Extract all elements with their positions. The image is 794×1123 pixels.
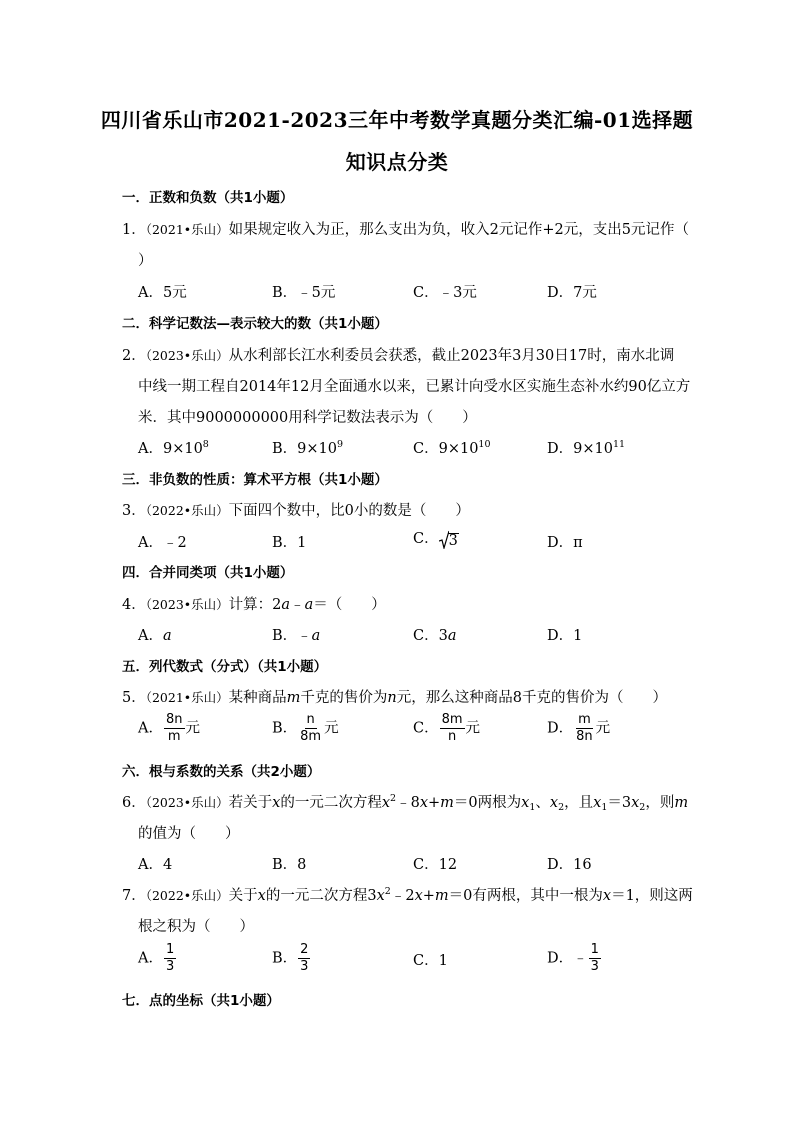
- section-heading-4: 四．合并同类项（共1小题）: [122, 565, 294, 581]
- question-source: （2021•乐山）: [145, 222, 229, 237]
- document-title-line1: 四川省乐山市2021-2023三年中考数学真题分类汇编-01选择题: [100, 108, 694, 132]
- variable: x: [381, 795, 391, 811]
- option-label: B．﹣: [272, 628, 312, 644]
- numerator: 8n: [165, 712, 183, 727]
- variable: x: [376, 888, 385, 904]
- subscript: 1: [601, 802, 608, 813]
- q7-option-c: [413, 949, 448, 970]
- variable: x: [521, 795, 530, 811]
- option-label: A．: [138, 950, 163, 967]
- question-3: [122, 499, 470, 520]
- q2-option-b: [272, 437, 343, 458]
- denominator: 3: [590, 959, 599, 974]
- q7-option-d: [547, 942, 602, 975]
- question-2-continued-1: 中线一期工程自2014年12月全面通水以来，已累计向受水区实施生态补水约90亿立方: [138, 379, 691, 395]
- question-number: 4．: [122, 597, 146, 613]
- question-4: [122, 593, 386, 614]
- option-exponent: 9: [336, 439, 344, 450]
- option-label: A．: [138, 628, 163, 644]
- fraction: [164, 942, 176, 975]
- option-label: C．: [413, 720, 439, 737]
- variable: x: [414, 888, 423, 904]
- variable: x: [631, 795, 640, 811]
- q3-option-a: A．﹣2: [138, 535, 187, 551]
- q4-option-d: [547, 624, 582, 645]
- text: 若关于: [228, 795, 273, 811]
- subscript: 1: [529, 802, 536, 813]
- q1-option-c: C．﹣3元: [413, 285, 477, 301]
- text: ﹣: [290, 597, 305, 613]
- question-source: （2022•乐山）: [145, 503, 229, 518]
- option-label: D．1: [547, 628, 583, 644]
- section-heading-6: 六．根与系数的关系（共2小题）: [122, 764, 321, 780]
- text: ＝1，则这两: [611, 888, 693, 904]
- document-title-line2: 知识点分类: [345, 150, 449, 174]
- option-label: B．: [272, 720, 298, 737]
- q5-option-d: [547, 712, 610, 745]
- option-label: C．: [413, 531, 439, 547]
- question-7: [122, 884, 693, 905]
- option-exponent: 11: [612, 439, 626, 450]
- text: 关于: [228, 888, 258, 904]
- variable: a: [162, 628, 172, 644]
- denominator: 8n: [576, 729, 593, 744]
- option-label: A．9×10: [138, 441, 203, 457]
- denominator: n: [447, 729, 457, 744]
- text: 千克的售价为: [300, 690, 388, 706]
- q6-option-b: B．8: [272, 857, 307, 873]
- square-root: [439, 530, 459, 549]
- q4-option-c: [413, 624, 456, 645]
- variable: x: [272, 795, 281, 811]
- option-exponent: 10: [478, 439, 491, 450]
- q2-option-a: [138, 437, 209, 458]
- fraction: [440, 712, 465, 745]
- question-2: [122, 344, 674, 365]
- option-label: D．: [547, 720, 574, 737]
- variable: x: [602, 888, 612, 904]
- q1-option-b: B．﹣5元: [272, 285, 336, 301]
- variable: m: [440, 795, 454, 811]
- question-number: 3．: [122, 503, 146, 519]
- q2-option-c: [413, 437, 491, 458]
- text: ﹣2: [390, 888, 415, 904]
- question-text: 从水利部长江水利委员会获悉，截止2023年3月30日17时，南水北调: [228, 348, 675, 364]
- q7-option-b: [272, 942, 311, 975]
- fraction: [589, 942, 601, 975]
- fraction: [298, 942, 310, 975]
- section-heading-5: 五．列代数式（分式）（共1小题）: [122, 659, 328, 675]
- text: ﹣8: [396, 795, 420, 811]
- numerator: n: [306, 712, 315, 727]
- variable: a: [311, 628, 321, 644]
- unit: 元: [185, 720, 200, 737]
- question-1: [122, 218, 689, 239]
- option-label: C．9×10: [413, 441, 479, 457]
- question-source: （2023•乐山）: [145, 795, 229, 810]
- denominator: 8m: [300, 729, 322, 744]
- numerator: 2: [300, 942, 309, 957]
- question-source: （2023•乐山）: [145, 348, 229, 363]
- subscript: 2: [639, 802, 646, 813]
- fraction: [298, 712, 323, 745]
- text: 某种商品: [228, 690, 287, 706]
- variable: m: [286, 690, 301, 706]
- question-6-continued: 的值为（ ）: [138, 826, 240, 842]
- numerator: 1: [590, 942, 599, 957]
- option-label: A．: [138, 720, 163, 737]
- q3-option-b: B．1: [272, 535, 307, 551]
- option-label: D．9×10: [547, 441, 613, 457]
- q5-option-a: [138, 712, 200, 745]
- question-7-continued: 根之积为（ ）: [138, 919, 254, 935]
- exponent: 2: [384, 886, 391, 897]
- text: ＝（ ）: [313, 597, 386, 613]
- question-1-continued: ）: [138, 253, 153, 269]
- unit: 元: [595, 720, 611, 737]
- denominator: m: [167, 729, 181, 744]
- variable: m: [434, 888, 449, 904]
- question-source: （2023•乐山）: [145, 597, 229, 612]
- question-number: 2．: [122, 348, 146, 364]
- q3-option-d: D．π: [547, 535, 583, 551]
- unit: 元: [465, 720, 481, 737]
- option-label: C．1: [413, 953, 448, 969]
- variable: x: [257, 888, 266, 904]
- question-number: 6．: [122, 795, 146, 811]
- text: ＝3: [607, 795, 632, 811]
- question-text: 如果规定收入为正，那么支出为负，收入2元记作+2元，支出5元记作（: [228, 222, 689, 238]
- q3-option-c: [413, 527, 459, 549]
- text: ，则: [645, 795, 675, 811]
- variable: a: [447, 628, 457, 644]
- text: ，且: [564, 795, 594, 811]
- numerator: 1: [165, 942, 175, 957]
- q7-option-a: [138, 942, 177, 975]
- question-source: （2021•乐山）: [145, 690, 229, 705]
- text: 计算：2: [228, 597, 282, 613]
- q1-option-a: A．5元: [138, 285, 187, 301]
- numerator: 8m: [441, 712, 463, 727]
- unit: 元: [324, 720, 339, 737]
- q1-option-d: D．7元: [547, 285, 597, 301]
- variable: x: [419, 795, 429, 811]
- variable: n: [387, 690, 397, 706]
- numerator: m: [578, 712, 591, 727]
- q6-option-a: A．4: [138, 857, 173, 873]
- variable: x: [593, 795, 602, 811]
- q6-option-c: C．12: [413, 857, 458, 873]
- q5-option-c: [413, 712, 480, 745]
- question-source: （2022•乐山）: [145, 888, 229, 903]
- text: ＝0有两根，其中一根为: [448, 888, 603, 904]
- variable: x: [549, 795, 559, 811]
- text: 元，那么这种商品8千克的售价为（ ）: [396, 690, 667, 706]
- question-number: 5．: [122, 690, 146, 706]
- text: ＝0两根为: [453, 795, 522, 811]
- text: +: [428, 795, 441, 811]
- option-label: D．﹣: [547, 950, 588, 967]
- denominator: 3: [300, 959, 309, 974]
- section-heading-3: 三．非负数的性质：算术平方根（共1小题）: [122, 472, 388, 488]
- subscript: 2: [558, 802, 565, 813]
- fraction: [164, 712, 185, 745]
- section-heading-2: 二．科学记数法—表示较大的数（共1小题）: [122, 316, 388, 332]
- question-text: 下面四个数中，比0小的数是（ ）: [228, 503, 470, 519]
- section-heading-7: 七．点的坐标（共1小题）: [122, 993, 280, 1009]
- denominator: 3: [165, 959, 175, 974]
- question-6: [122, 791, 688, 812]
- text: +: [422, 888, 435, 904]
- q4-option-b: [272, 624, 320, 645]
- option-label: B．9×10: [272, 441, 337, 457]
- section-heading-1: 一．正数和负数（共1小题）: [122, 190, 294, 206]
- variable: a: [304, 597, 314, 613]
- text: 的一元二次方程3: [265, 888, 377, 904]
- q2-option-d: [547, 437, 625, 458]
- question-number: 7．: [122, 888, 146, 904]
- text: 、: [535, 795, 550, 811]
- variable: m: [674, 795, 689, 811]
- radicand: 3: [448, 532, 458, 549]
- text: 的一元二次方程: [280, 795, 382, 811]
- option-exponent: 8: [202, 439, 209, 450]
- question-5: [122, 686, 667, 707]
- variable: a: [281, 597, 291, 613]
- question-2-continued-2: 米．其中9000000000用科学记数法表示为（ ）: [138, 410, 477, 426]
- q6-option-d: D．16: [547, 857, 592, 873]
- q5-option-b: [272, 712, 339, 745]
- fraction: [574, 712, 595, 745]
- exponent: 2: [390, 793, 397, 804]
- question-number: 1．: [122, 222, 146, 238]
- option-label: C．3: [413, 628, 448, 644]
- q4-option-a: [138, 624, 172, 645]
- option-label: B．: [272, 950, 298, 967]
